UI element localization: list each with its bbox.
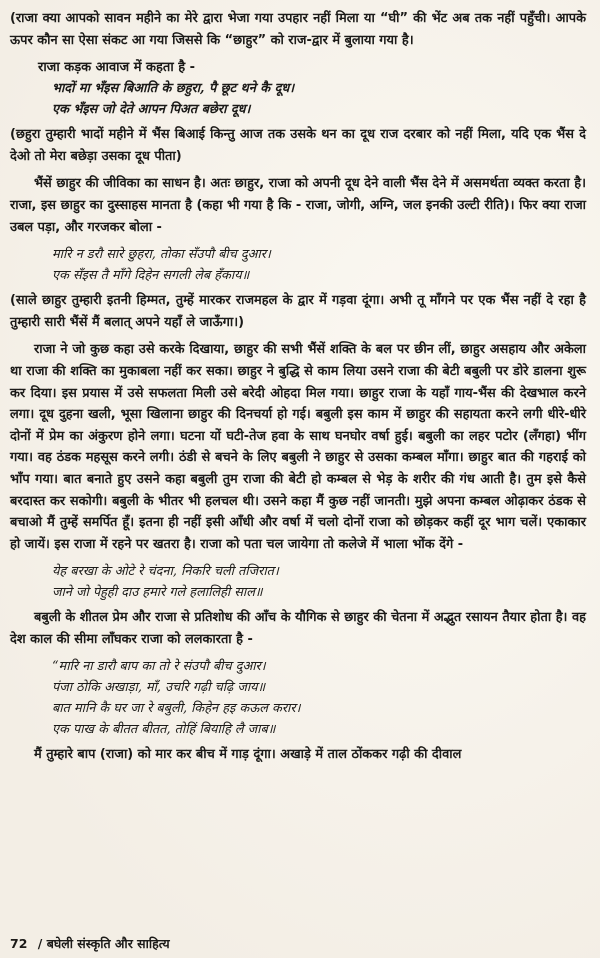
paragraph-text: (राजा क्या आपको सावन महीने का मेरे द्वारा भेजा गया उपहार नहीं मिला या “घी” की भेंट अब तक नहीं पहुँची। आपके ऊपर कौन सा ऐसा संकट आ गया जिससे कि “छाहुर” को राज-द्वार में बुलाया गया है। (10, 11, 586, 48)
paragraph-6 (10, 339, 586, 555)
verse-line: एक पाख के बीतत बीतत, तोहिं बियाहि लै जाब॥ (52, 722, 276, 738)
verse-line: मारि न डरौ सारे छुहरा, तोका सँउपौ बीच दुआर। (52, 247, 271, 263)
page-number: 72 (10, 936, 28, 951)
verse-4 (10, 656, 586, 740)
verse-1 (10, 78, 586, 120)
verse-2 (10, 244, 586, 286)
verse-3 (10, 561, 586, 603)
paragraph-2: राजा कड़क आवाज में कहता है - (38, 60, 196, 76)
paragraph-text: भैंसें छाहुर की जीविका का साधन है। अतः छाहुर, राजा को अपनी दूध देने वाली भैंस देने में असमर्थता व्यक्त करता है। राजा, इस छाहुर का दुस्साहस मानता है (कहा भी गया है कि - राजा, जोगी, अग्नि, जल इनकी उल्टी रीति)। फिर क्या राजा उबल पड़ा, और गरजकर बोला - (10, 176, 586, 235)
paragraph-text: मैं तुम्हारे बाप (राजा) को मार कर बीच में गाड़ दूंगा। अखाड़े में ताल ठोंककर गढ़ी की दीवाल (34, 747, 462, 763)
paragraph-4 (10, 173, 586, 238)
paragraph-text: राजा ने जो कुछ कहा उसे करके दिखाया, छाहुर की सभी भैंसें शक्ति के बल पर छीन लीं, छाहुर असहाय और अकेला था राजा की शक्ति का मुकाबला नहीं कर सका। छाहुर ने बुद्धि से काम लिया उसने राजा की बेटी बबुली पर डोरे डालना शुरू कर दिया। इस प्रयास में उसे सफलता मिली उसे बरेदी ओहदा मिल गया। छाहुर राजा के यहाँ गाय-भैंस की देखभाल करने लगा। दूध दुहना खली, भूसा खिलाना छाहुर की दिनचर्या हो गई। बबुली इस काम में छाहुर की सहायता करने लगी धीरे-धीरे दोनों में प्रेम का अंकुरण होने लगा। घटना यों घटी-तेज हवा के साथ घनघोर वर्षा हुई। बबुली का लहर पटोर (लँगहा) भींग गया। वह ठंडक महसूस करने लगी। ठंडी से बचने के लिए बबुली ने छाहुर से उसका कम्बल माँगा। छाहुर बात की गहराई को भाँप गया। बात बनाते हुए उसने कहा बबुली तुम राजा की बेटी हो कम्बल से भेड़ के शरीर की गंध आती है। तुम इसे कैसे बरदास्त कर सकोगी। बबुली के भीतर भी हलचल थी। उसने कहा मैं कुछ नहीं जानती। मुझे अपना कम्बल ओढ़ाकर ठंडक से बचाओ मैं तुम्हें समर्पित हूँ। इतना ही नहीं इसी आँधी और वर्षा में चलो दोनों राजा को छोड़कर कहीं दूर भाग चलें। एकाकार हो जायें। इस राजा में रहने पर खतरा है। राजा को पता चल जायेगा तो कलेजे में भाला भोंक देंगे - (10, 342, 586, 552)
verse-line: पंजा ठोकि अखाड़ा, माँ, उचरि गढ़ी चढ़ि जाय॥ (52, 680, 266, 696)
verse-line: भादों मा भँइस बिआति के छहुरा, पै छूट थने कै दूध। (52, 81, 295, 97)
verse-line: जाने जो पेहुही दाउ हमारे गले हलालिही साल॥ (52, 585, 263, 601)
paragraph-1 (10, 8, 586, 51)
paragraph-text: (छहुरा तुम्हारी भादों महीने में भैंस बिआई किन्तु आज तक उसके थन का दूध राज दरबार को नहीं मिला, यदि एक भैंस दे देओ तो मेरा बछेड़ा उसका दूध पीता) (10, 127, 586, 164)
verse-line: “मारि ना डारौ बाप का तो रे संउपौ बीच दुआर। (52, 659, 266, 675)
book-title: बघेली संस्कृति और साहित्य (46, 936, 170, 951)
verse-line: एक सँइस तै माँगे दिहेन सगली लेब हँकाय॥ (52, 268, 250, 284)
paragraph-5 (10, 290, 586, 333)
page-footer (10, 935, 170, 952)
paragraph-3 (10, 124, 586, 167)
verse-line: बात मानि कै घर जा रे बबुली, किहेन हइ कऊल करार। (52, 701, 301, 717)
footer-separator: / (37, 936, 43, 951)
paragraph-7 (10, 607, 586, 650)
verse-line: येह बरखा के ओटे रे चंदना, निकरि चली तजिरात। (52, 564, 279, 580)
paragraph-text: बबुली के शीतल प्रेम और राजा से प्रतिशोध की आँच के यौगिक से छाहुर की चेतना में अद्भुत रसायन तैयार होता है। वह देश काल की सीमा लाँघकर राजा को ललकारता है - (10, 610, 586, 647)
paragraph-text: (साले छाहुर तुम्हारी इतनी हिम्मत, तुम्हें मारकर राजमहल के द्वार में गड़वा दूंगा। अभी तू माँगने पर एक भैंस नहीं दे रहा है तुम्हारी सारी भैंसें मैं बलात् अपने यहाँ ले जाऊँगा।) (10, 293, 586, 330)
paragraph-8 (10, 744, 586, 766)
verse-line: एक भँइस जो देते आपन पिअत बछेरा दूध। (52, 102, 251, 118)
